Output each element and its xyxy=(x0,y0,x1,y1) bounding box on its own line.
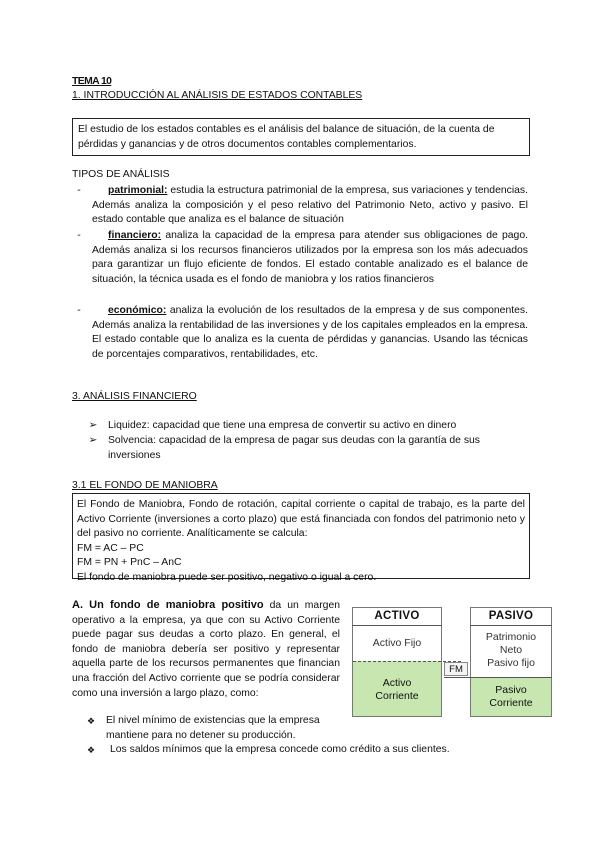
tipo-economico xyxy=(77,304,528,362)
tipo-patrimonial xyxy=(77,184,528,228)
formula-2: FM = PN + PnC – AnC xyxy=(77,557,182,569)
liquidez-text: Liquidez: capacidad que tiene una empresa de convertir su activo en dinero xyxy=(108,420,457,431)
formula-1: FM = AC – PC xyxy=(77,542,144,554)
activo-corriente-label-2: Corriente xyxy=(375,690,419,702)
activo-fijo-label: Activo Fijo xyxy=(372,637,422,649)
part-a-paragraph xyxy=(72,598,340,701)
fm-definition: El Fondo de Maniobra, Fondo de rotación, capital corriente o capital de trabajo, es la parte del Activo Corriente (inversiones a corto plazo) que está financiada con fondos del patrimonio neto y del pasivo no corriente. Analíticamente se calcula: xyxy=(77,499,525,540)
activo-title-divider xyxy=(352,625,442,626)
fm-diagram xyxy=(352,607,552,725)
term-financiero: financiero: xyxy=(108,230,162,241)
tema-title: TEMA 10 xyxy=(72,76,112,87)
pasivo-title-divider xyxy=(470,625,552,626)
activo-title: ACTIVO xyxy=(374,610,420,622)
pasivo-corriente-label-1: Pasivo xyxy=(495,684,527,696)
bullet-1-text: El nivel mínimo de existencias que la empresa mantiene para no detener su producción. xyxy=(106,715,320,741)
fm-bottom-line xyxy=(444,677,552,678)
part-a-lead: A. Un fondo de maniobra positivo xyxy=(72,599,264,611)
tipos-title: TIPOS DE ANÁLISIS xyxy=(72,169,170,180)
patrimonio-label-1: Patrimonio xyxy=(485,631,537,643)
diamond-bullet-icon: ❖ xyxy=(86,745,96,755)
term-patrimonial: patrimonial: xyxy=(108,185,168,196)
dash-bullet: - xyxy=(77,230,81,241)
part-a-bullet-2 xyxy=(86,743,532,758)
patrimonio-label-2: Neto xyxy=(499,644,523,656)
arrow-bullet-icon: ➢ xyxy=(88,435,98,446)
arrow-bullet-icon: ➢ xyxy=(88,420,98,431)
part-a-bullet-1 xyxy=(86,714,352,743)
solvencia-text: Solvencia: capacidad de la empresa de pagar sus deudas con la garantía de sus inversiones xyxy=(108,435,480,461)
text-economico: analiza la evolución de los resultados de la empresa y de sus componentes. Además analiza la rentabilidad de las inversiones y de los capitales empleados en la empresa. El estado contable que lo analiza es la cuenta de pérdidas y ganancias. Usando las técnicas de porcentajes comparativos, rentabilidades, etc. xyxy=(92,305,528,360)
fondo-maniobra-box xyxy=(72,493,530,583)
pasivo-fijo-label: Pasivo fijo xyxy=(487,657,535,669)
liquidez-item xyxy=(88,419,528,434)
intro-text: El estudio de los estados contables es el análisis del balance de situación, de la cuenta de pérdidas y ganancias y de otros documentos contables complementarios. xyxy=(78,124,495,150)
tipo-financiero xyxy=(77,229,528,287)
diamond-bullet-icon: ❖ xyxy=(86,716,96,726)
text-patrimonial: estudia la estructura patrimonial de la empresa, sus variaciones y tendencias. Además analiza la composición y el peso relativo del Patrimonio Neto, activo y pasivo. El estado contable que analiza es el balance de situación xyxy=(92,185,528,226)
fm-sign-note: El fondo de maniobra puede ser positivo, negativo o igual a cero. xyxy=(77,571,377,583)
pasivo-corriente-label-2: Corriente xyxy=(489,697,533,709)
dash-bullet: - xyxy=(77,305,81,316)
term-economico: económico: xyxy=(108,305,167,316)
solvencia-item xyxy=(88,434,528,463)
section-31-title: 3.1 EL FONDO DE MANIOBRA xyxy=(72,480,218,491)
section-3-title: 3. ANÁLISIS FINANCIERO xyxy=(72,391,197,402)
dash-bullet: - xyxy=(77,185,81,196)
intro-box xyxy=(72,118,530,156)
part-a-text: da un margen operativo a la empresa, ya que con su Activo Corriente puede pagar sus deudas a corto plazo. En general, el fondo de maniobra debería ser positivo y representar aquella parte de los recursos permanentes que financian una fracción del Activo corriente que se podría considerar como una inversión a largo plazo, como: xyxy=(72,600,341,699)
activo-corriente-label-1: Activo xyxy=(382,677,412,689)
bullet-2-text: Los saldos mínimos que la empresa concede como crédito a sus clientes. xyxy=(110,744,450,755)
text-financiero: analiza la capacidad de la empresa para atender sus obligaciones de pago. Además analiza si los recursos financieros utilizados por la empresa son los más adecuados para garantizar un flujo eficiente de fondos. El estado contable analizado es el balance de situación, la técnica usada es el fondo de maniobra y los ratios financieros xyxy=(92,230,528,285)
fm-label: FM xyxy=(444,662,468,676)
pasivo-title: PASIVO xyxy=(488,610,534,622)
section-1-title: 1. INTRODUCCIÓN AL ANÁLISIS DE ESTADOS CONTABLES xyxy=(72,90,363,101)
